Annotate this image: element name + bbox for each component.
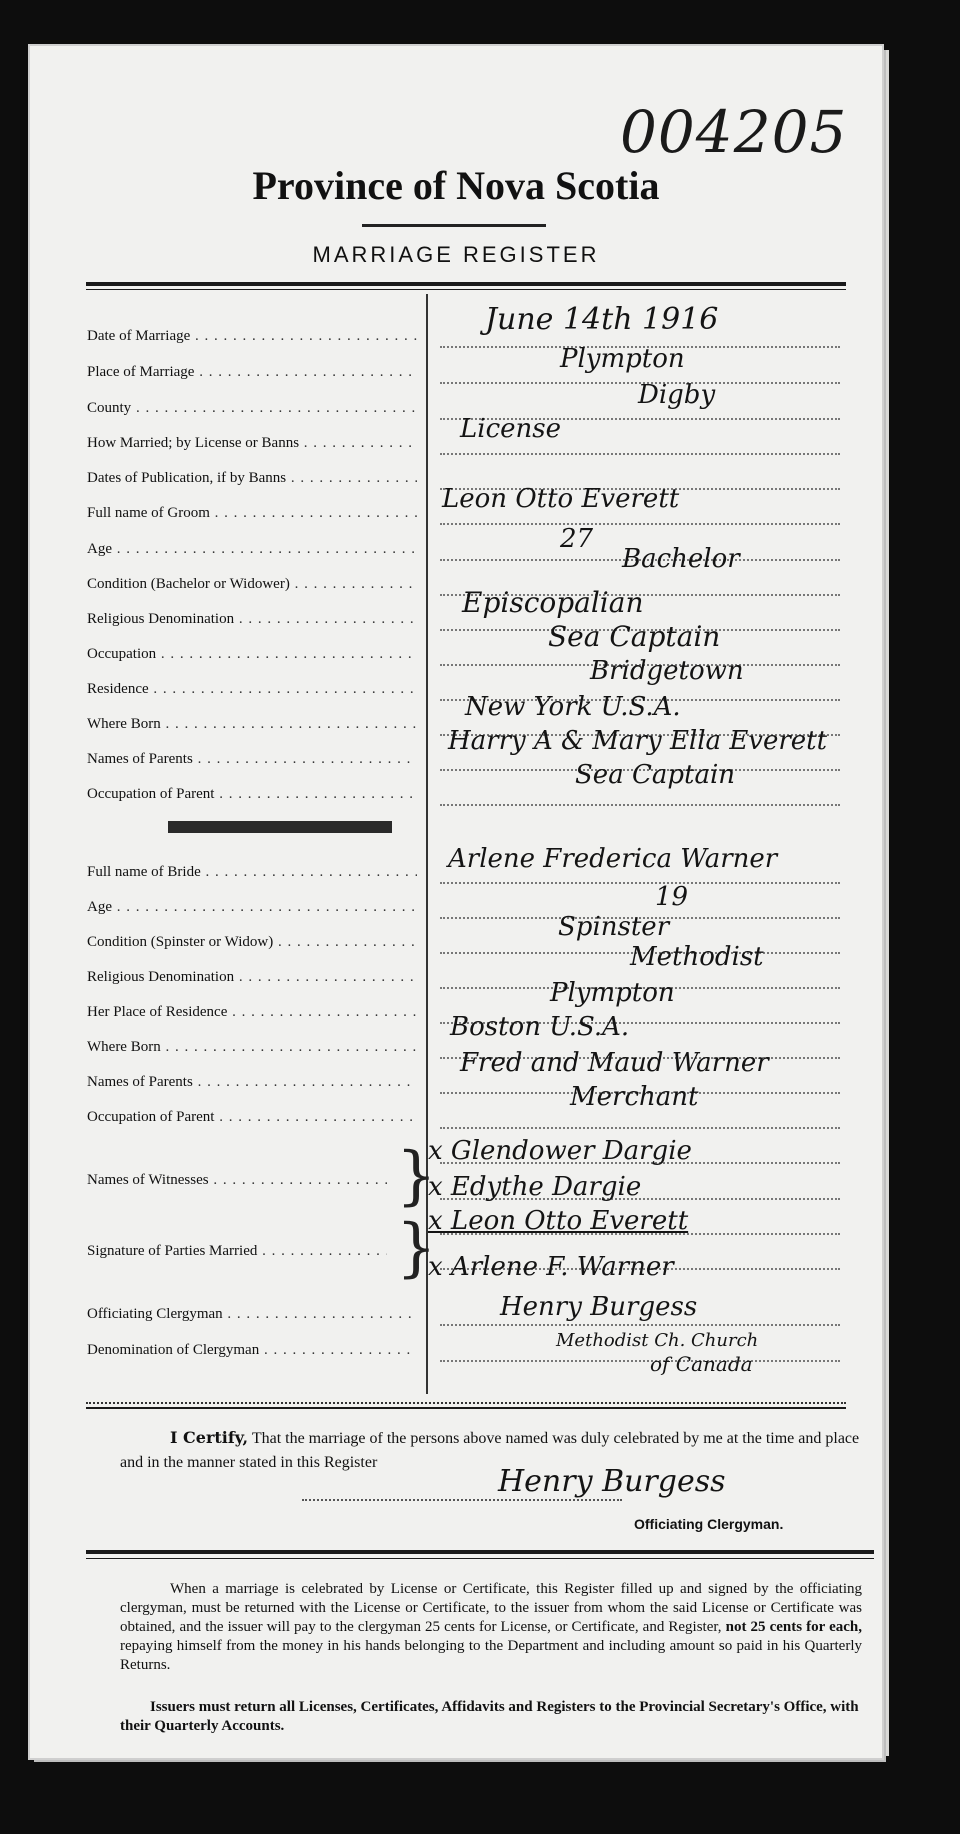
certificate-signature: Henry Burgess bbox=[498, 1464, 726, 1499]
entry-bride-parent-occupation: Merchant bbox=[570, 1082, 699, 1112]
label-witnesses: Names of Witnesses . . . bbox=[87, 1172, 387, 1189]
entry-how-married: License bbox=[460, 414, 562, 444]
entry-line bbox=[440, 1324, 840, 1326]
entry-signature-bride: x Arlene F. Warner bbox=[428, 1252, 674, 1282]
entry-groom-name: Leon Otto Everett bbox=[442, 484, 680, 514]
entry-line bbox=[440, 1360, 840, 1362]
entry-signature-groom: x Leon Otto Everett bbox=[428, 1206, 689, 1236]
entry-bride-name: Arlene Frederica Warner bbox=[448, 844, 778, 874]
notes-bold: not 25 cents for each, bbox=[725, 1619, 863, 1635]
entry-line bbox=[440, 523, 840, 525]
entry-groom-condition: Bachelor bbox=[622, 544, 740, 574]
label-clergyman: Officiating Clergyman . . . bbox=[87, 1306, 417, 1323]
entry-line bbox=[440, 1127, 840, 1129]
signature-line bbox=[302, 1499, 622, 1501]
notes-rule bbox=[86, 1550, 874, 1554]
entry-groom-occupation: Sea Captain bbox=[548, 620, 721, 653]
label-groom-parent-occupation: Occupation of Parent . . . bbox=[87, 786, 417, 803]
label-bride-born: Where Born . . . bbox=[87, 1039, 417, 1056]
entry-bride-born: Boston U.S.A. bbox=[450, 1012, 630, 1042]
entry-groom-residence: Bridgetown bbox=[590, 656, 744, 686]
entry-clergy-denomination-2: of Canada bbox=[650, 1352, 753, 1376]
entry-line bbox=[440, 804, 840, 806]
label-bride-religion: Religious Denomination . . . bbox=[87, 969, 417, 986]
issuers-instructions: Issuers must return all Licenses, Certificates, Affidavits and Registers to the Provincial Secretary's Office, with their Quarterly Accounts. bbox=[120, 1699, 859, 1734]
entry-groom-born: New York U.S.A. bbox=[465, 692, 681, 722]
label-clergy-denomination: Denomination of Clergyman . . . bbox=[87, 1342, 417, 1359]
entry-clergyman: Henry Burgess bbox=[500, 1292, 698, 1322]
label-groom-age: Age . . . bbox=[87, 541, 417, 558]
signature-caption: Officiating Clergyman. bbox=[634, 1516, 784, 1532]
notes-part-1: When a marriage is celebrated by License or Certificate, this Register filled up and signed by the officiating clergyman, must be returned with the License or Certificate, to the issuer from whom the said License or Certificate was obtained, and the issuer will pay to the clergyman 25 cents for License, or Certificate, and Register, bbox=[120, 1581, 862, 1635]
title-rule bbox=[362, 224, 546, 227]
entry-witness-1: x Glendower Dargie bbox=[428, 1136, 692, 1166]
label-bride-condition: Condition (Spinster or Widow) . . . bbox=[87, 934, 417, 951]
label-how-married: How Married; by License or Banns . . . bbox=[87, 435, 417, 452]
label-date-of-marriage: Date of Marriage . . . bbox=[87, 328, 417, 345]
label-groom-residence: Residence . . . bbox=[87, 681, 417, 698]
entry-place-of-marriage: Plympton bbox=[560, 344, 685, 374]
label-groom-religion: Religious Denomination . . . bbox=[87, 611, 417, 628]
witnesses-brace: } bbox=[396, 1139, 437, 1213]
section-separator bbox=[168, 821, 392, 833]
certificate-rule-2 bbox=[86, 1407, 846, 1409]
label-groom-condition: Condition (Bachelor or Widower) . . . bbox=[87, 576, 417, 593]
entry-line bbox=[440, 882, 840, 884]
notes-part-2: repaying himself from the money in his hands belonging to the Department and including amount so paid in his Quarterly Returns. bbox=[120, 1638, 862, 1673]
entry-groom-age: 27 bbox=[560, 524, 594, 554]
label-dates-of-publication: Dates of Publication, if by Banns . . . bbox=[87, 470, 417, 487]
entry-witness-2: x Edythe Dargie bbox=[428, 1172, 642, 1202]
register-form bbox=[30, 46, 882, 1758]
entry-line bbox=[440, 453, 840, 455]
entry-bride-residence: Plympton bbox=[550, 978, 675, 1008]
return-instructions bbox=[120, 1580, 862, 1675]
label-place-of-marriage: Place of Marriage . . . bbox=[87, 364, 417, 381]
entry-groom-parent-occupation: Sea Captain bbox=[575, 760, 736, 790]
label-groom-born: Where Born . . . bbox=[87, 716, 417, 733]
entry-bride-parents: Fred and Maud Warner bbox=[460, 1048, 769, 1078]
entry-bride-age: 19 bbox=[655, 882, 689, 912]
register-number: 004205 bbox=[620, 98, 848, 166]
notes-rule-thin bbox=[86, 1558, 874, 1559]
label-bride-residence: Her Place of Residence . . . bbox=[87, 1004, 417, 1021]
label-groom-occupation: Occupation . . . bbox=[87, 646, 417, 663]
signatures-brace: } bbox=[396, 1211, 437, 1285]
entry-clergy-denomination-1: Methodist Ch. Church bbox=[556, 1330, 759, 1351]
certificate-statement bbox=[120, 1426, 860, 1475]
label-groom-parents: Names of Parents . . . bbox=[87, 751, 417, 768]
certificate-lead: I Certify, bbox=[170, 1428, 249, 1447]
entry-bride-religion: Methodist bbox=[630, 942, 764, 972]
entry-groom-parents: Harry A & Mary Ella Everett bbox=[448, 726, 828, 756]
form-subtitle: MARRIAGE REGISTER bbox=[312, 242, 600, 267]
certificate-rule bbox=[86, 1402, 846, 1404]
form-title: Province of Nova Scotia bbox=[252, 163, 660, 208]
label-bride-name: Full name of Bride . . . bbox=[87, 864, 417, 881]
label-signatures: Signature of Parties Married . . . bbox=[87, 1243, 387, 1260]
certificate-text: That the marriage of the persons above named was duly celebrated by me at the time and place and in the manner stated in this Register bbox=[120, 1430, 860, 1471]
entry-bride-condition: Spinster bbox=[558, 912, 670, 942]
label-bride-age: Age . . . bbox=[87, 899, 417, 916]
label-county: County . . . bbox=[87, 400, 417, 417]
entry-county: Digby bbox=[638, 380, 716, 410]
label-bride-parents: Names of Parents . . . bbox=[87, 1074, 417, 1091]
label-bride-parent-occupation: Occupation of Parent . . . bbox=[87, 1109, 417, 1126]
top-rule-thin bbox=[86, 289, 846, 290]
label-groom-name: Full name of Groom . . . bbox=[87, 505, 417, 522]
top-rule bbox=[86, 282, 846, 286]
entry-date-of-marriage: June 14th 1916 bbox=[485, 302, 719, 337]
entry-groom-religion: Episcopalian bbox=[462, 586, 644, 619]
